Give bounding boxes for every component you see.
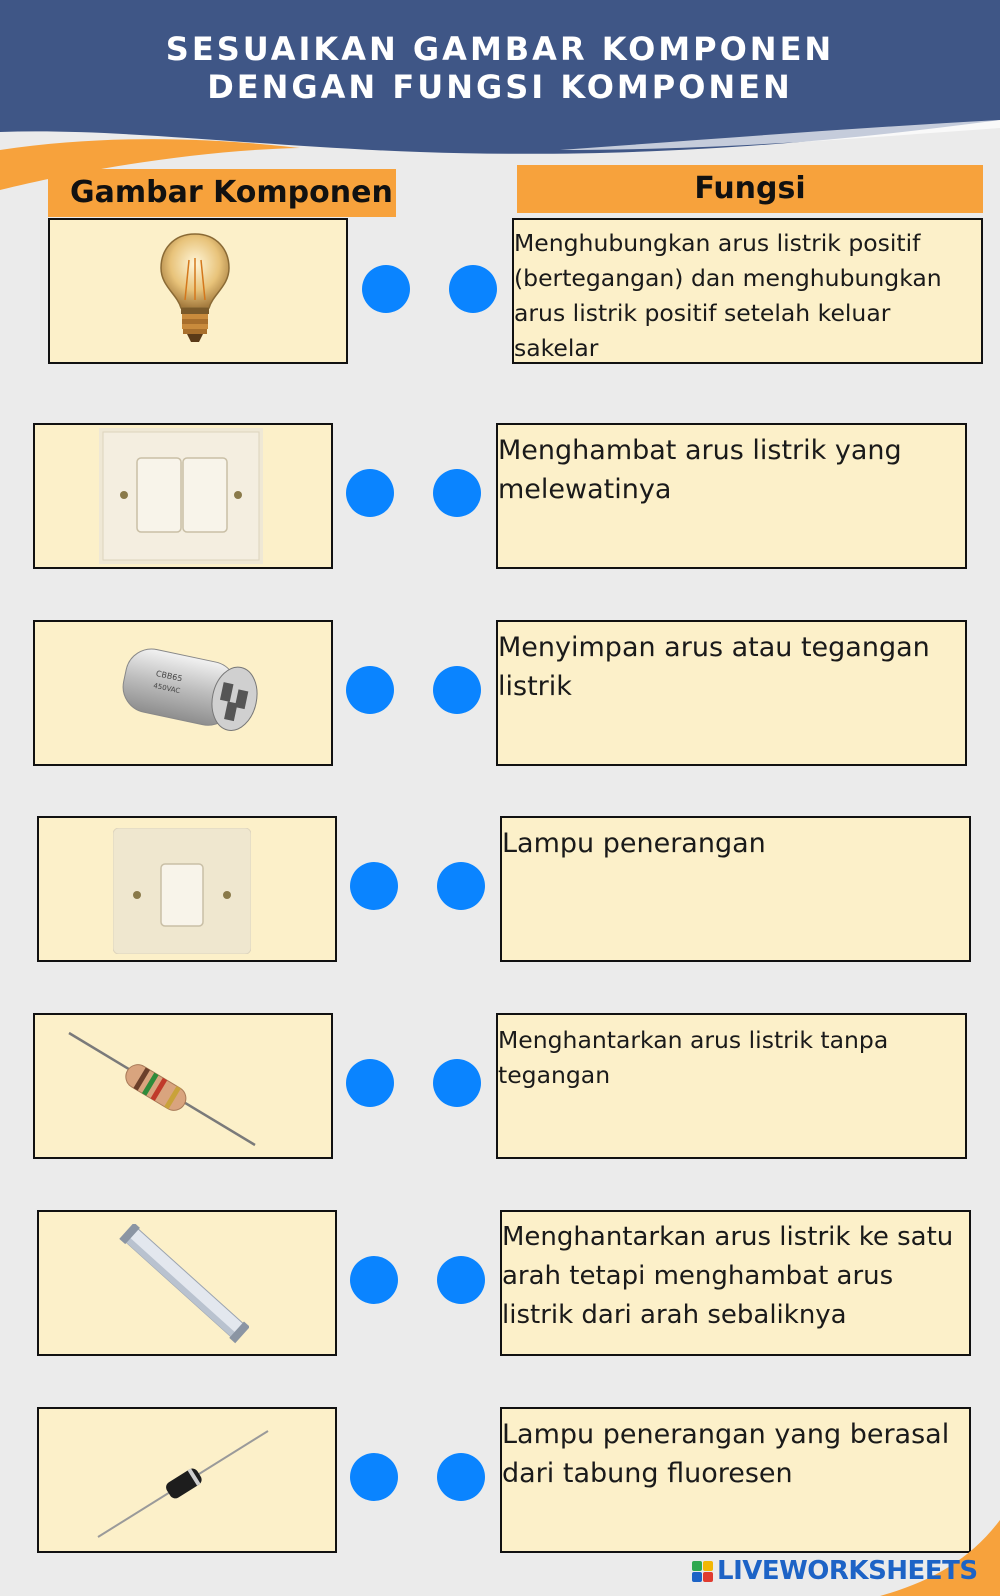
function-text-4: Lampu penerangan bbox=[502, 828, 766, 859]
column-header-functions: Fungsi bbox=[517, 165, 983, 213]
right-connector-dot-4[interactable] bbox=[437, 862, 485, 910]
function-text-5: Menghantarkan arus listrik tanpa tegangan bbox=[498, 1026, 889, 1089]
function-card-1 bbox=[512, 218, 983, 364]
function-card-3 bbox=[496, 620, 967, 766]
fluorescent-tube-image bbox=[119, 1224, 249, 1346]
liveworksheets-brand-text: LIVEWORKSHEETS bbox=[717, 1556, 978, 1586]
component-card-2 bbox=[33, 423, 333, 569]
right-connector-dot-2[interactable] bbox=[433, 469, 481, 517]
liveworksheets-grid-icon bbox=[692, 1561, 713, 1582]
left-connector-dot-4[interactable] bbox=[350, 862, 398, 910]
single-switch-image bbox=[113, 828, 251, 954]
right-connector-dot-7[interactable] bbox=[437, 1453, 485, 1501]
component-card-3 bbox=[33, 620, 333, 766]
left-connector-dot-6[interactable] bbox=[350, 1256, 398, 1304]
double-switch-image bbox=[99, 428, 263, 564]
diode-image bbox=[94, 1429, 274, 1539]
title-line-1: SESUAIKAN GAMBAR KOMPONEN bbox=[165, 30, 835, 68]
component-card-5 bbox=[33, 1013, 333, 1159]
column-header-images: Gambar Komponen bbox=[48, 169, 396, 217]
right-connector-dot-3[interactable] bbox=[433, 666, 481, 714]
function-card-2 bbox=[496, 423, 967, 569]
component-card-1 bbox=[48, 218, 348, 364]
liveworksheets-logo[interactable] bbox=[692, 1553, 978, 1589]
left-connector-dot-3[interactable] bbox=[346, 666, 394, 714]
svg-text:CBB65: CBB65 bbox=[155, 669, 184, 684]
right-connector-dot-6[interactable] bbox=[437, 1256, 485, 1304]
function-text-7: Lampu penerangan yang berasal dari tabung fluoresen bbox=[502, 1419, 950, 1489]
component-card-7 bbox=[37, 1407, 337, 1553]
right-connector-dot-1[interactable] bbox=[449, 265, 497, 313]
left-connector-dot-5[interactable] bbox=[346, 1059, 394, 1107]
component-card-6 bbox=[37, 1210, 337, 1356]
header-banner bbox=[0, 0, 1000, 190]
function-card-4 bbox=[500, 816, 971, 962]
page-title bbox=[0, 30, 1000, 106]
left-connector-dot-2[interactable] bbox=[346, 469, 394, 517]
left-connector-dot-1[interactable] bbox=[362, 265, 410, 313]
function-text-3: Menyimpan arus atau tegangan listrik bbox=[498, 632, 930, 702]
left-connector-dot-7[interactable] bbox=[350, 1453, 398, 1501]
capacitor-image bbox=[113, 636, 273, 748]
function-card-6 bbox=[500, 1210, 971, 1356]
function-text-6: Menghantarkan arus listrik ke satu arah tetapi menghambat arus listrik dari arah sebaliknya bbox=[502, 1222, 954, 1330]
function-card-5 bbox=[496, 1013, 967, 1159]
function-text-1: Menghubungkan arus listrik positif (bertegangan) dan menghubungkan arus listrik positif setelah keluar sakelar bbox=[514, 229, 942, 362]
component-card-4 bbox=[37, 816, 337, 962]
resistor-image bbox=[65, 1029, 265, 1149]
svg-text:450VAC: 450VAC bbox=[152, 681, 181, 696]
light-bulb-image bbox=[155, 230, 235, 350]
title-line-2: DENGAN FUNGSI KOMPONEN bbox=[207, 68, 793, 106]
right-connector-dot-5[interactable] bbox=[433, 1059, 481, 1107]
function-text-2: Menghambat arus listrik yang melewatinya bbox=[498, 435, 902, 505]
